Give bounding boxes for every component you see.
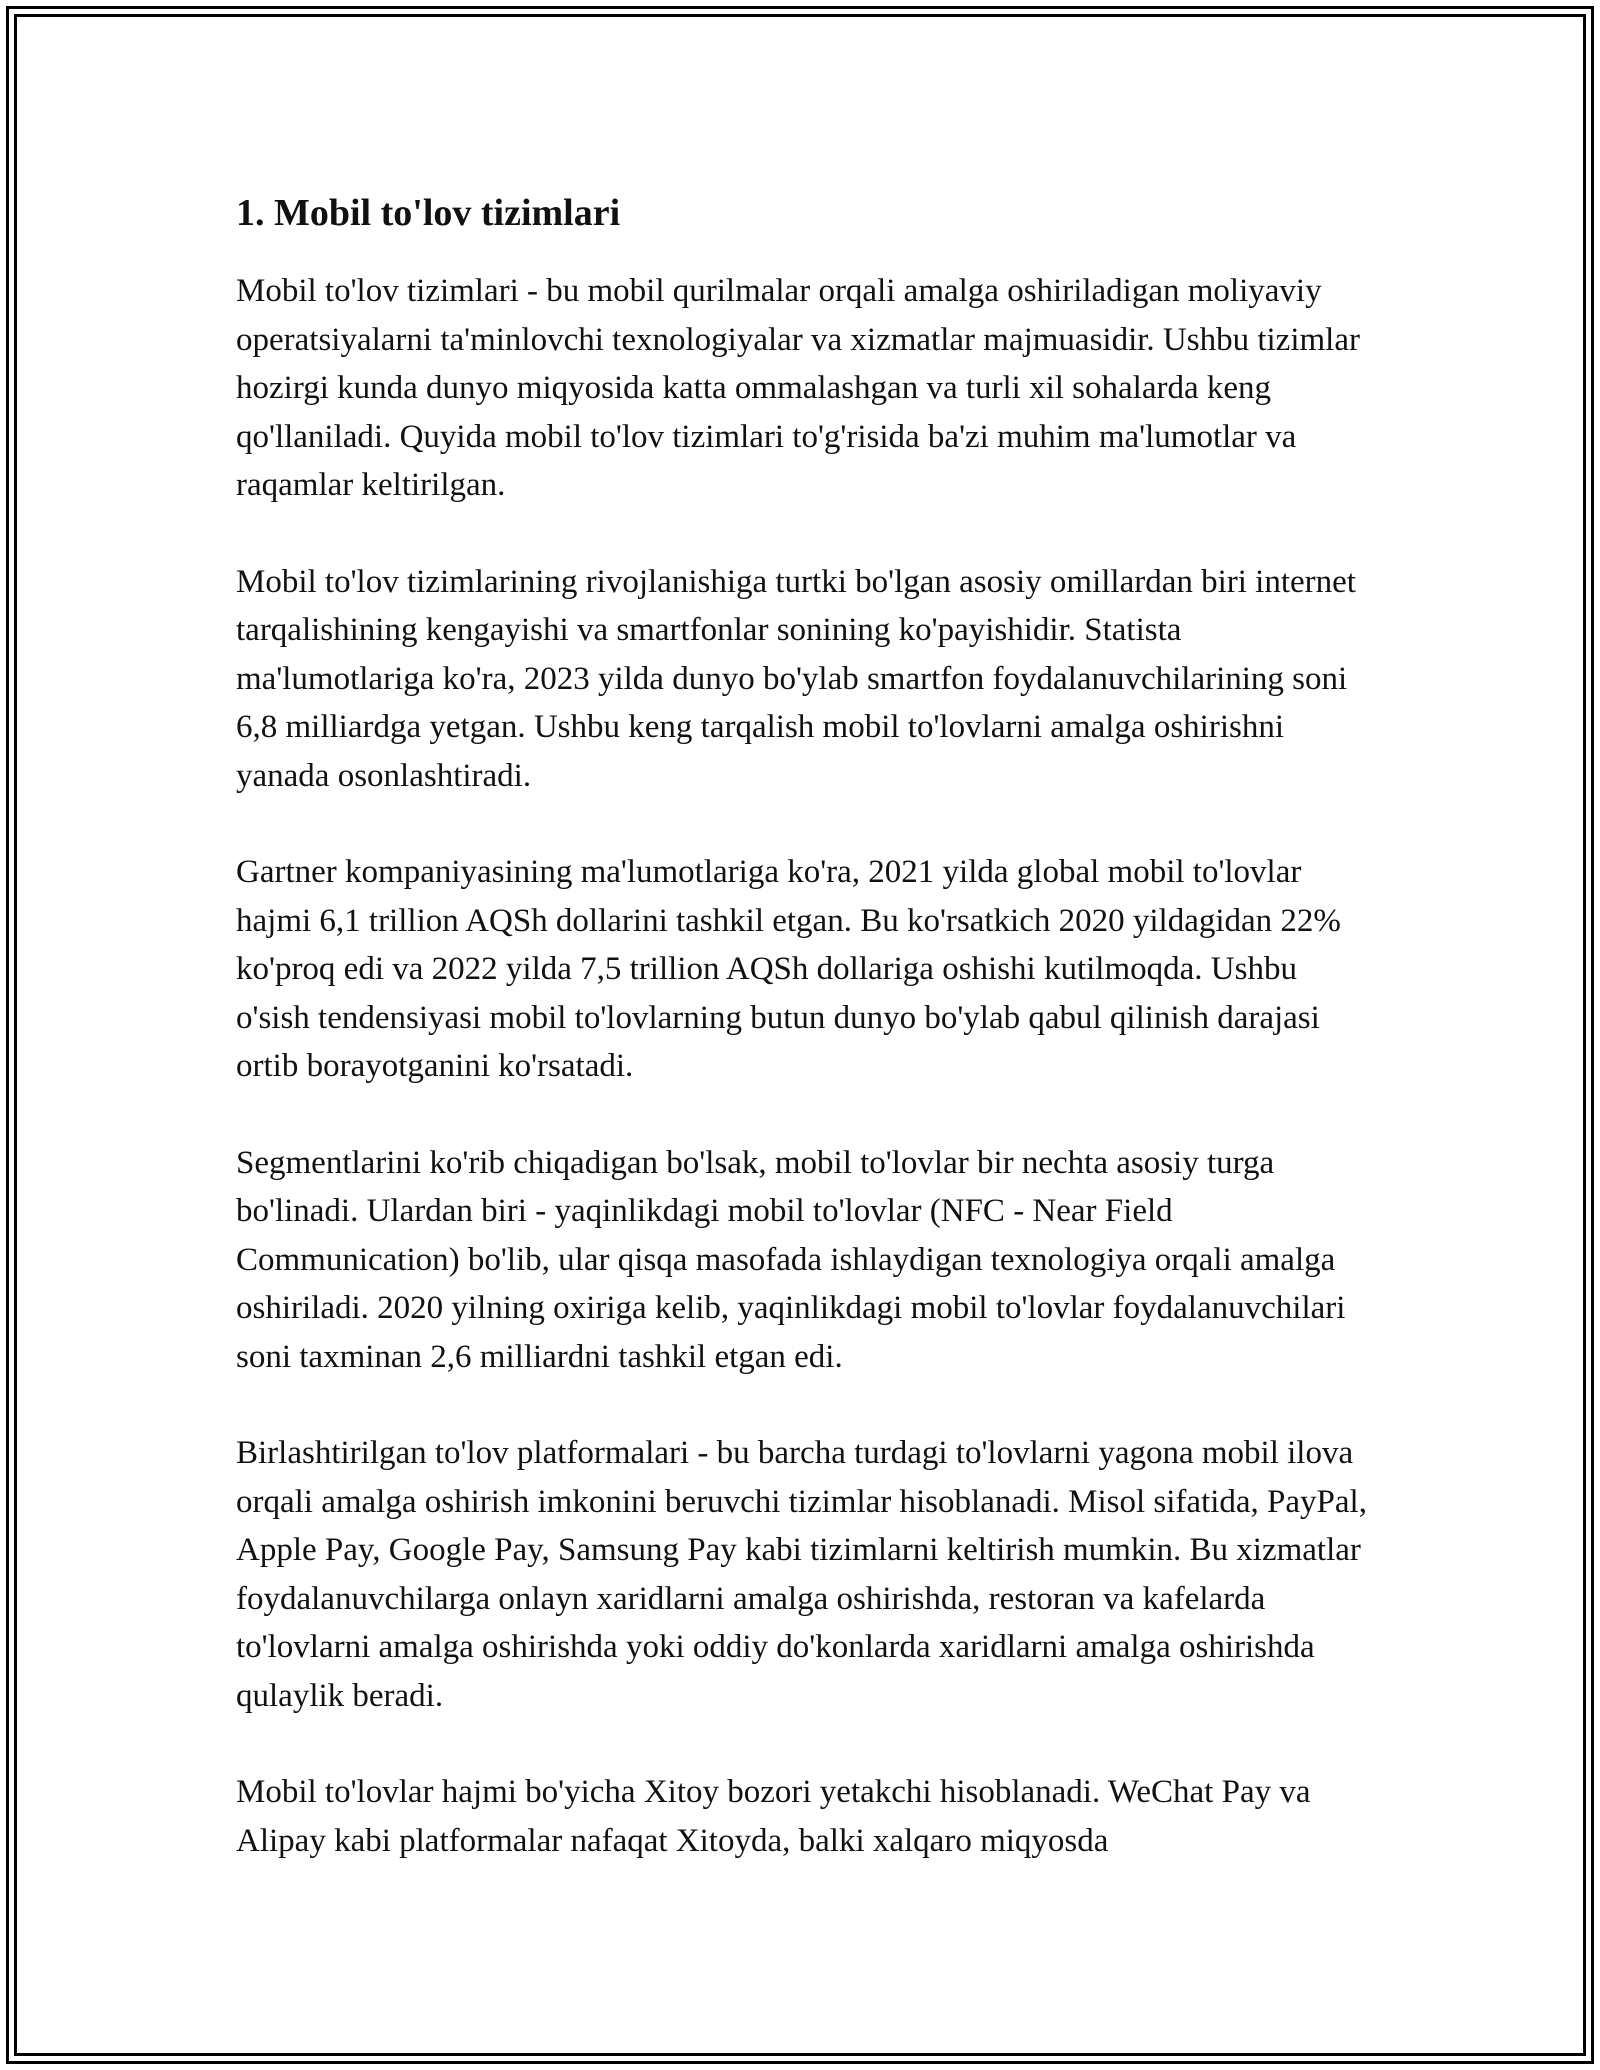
paragraph-growth-factors: Mobil to'lov tizimlarining rivojlanishiga turtki bo'lgan asosiy omillardan biri internet tarqalishining kengayishi va smartfonlar sonining ko'payishidir. Statista ma'lumotlariga ko'ra, 2023 yilda dunyo bo'ylab smartfon foydalanuvchilarining soni 6,8 milliardga yetgan. Ushbu keng tarqalish mobil to'lovlarni amalga oshirishni yanada osonlashtiradi. bbox=[236, 563, 1356, 794]
paragraph-china-market: Mobil to'lovlar hajmi bo'yicha Xitoy bozori yetakchi hisoblanadi. WeChat Pay va Alipay kabi platformalar nafaqat Xitoyda, balki xalqaro miqyosda bbox=[236, 1774, 1311, 1859]
document-body bbox=[236, 185, 1376, 1913]
section-title: 1. Mobil to'lov tizimlari bbox=[236, 192, 621, 234]
paragraph-integrated-platforms: Birlashtirilgan to'lov platformalari - bu barcha turdagi to'lovlarni yagona mobil ilova orqali amalga oshirish imkonini beruvchi tizimlar hisoblanadi. Misol sifatida, PayPal, Apple Pay, Google Pay, Samsung Pay kabi tizimlarni keltirish mumkin. Bu xizmatlar foydalanuvchilarga onlayn xaridlarni amalga oshirishda, restoran va kafelarda to'lovlarni amalga oshirishda yoki oddiy do'konlarda xaridlarni amalga oshirishda qulaylik beradi. bbox=[236, 1435, 1367, 1714]
paragraph-segments-nfc: Segmentlarini ko'rib chiqadigan bo'lsak, mobil to'lovlar bir nechta asosiy turga bo'linadi. Ulardan biri - yaqinlikdagi mobil to'lovlar (NFC - Near Field Communication) bo'lib, ular qisqa masofada ishlaydigan texnologiya orqali amalga oshiriladi. 2020 yilning oxiriga kelib, yaqinlikdagi mobil to'lovlar foydalanuvchilari soni taxminan 2,6 milliardni tashkil etgan edi. bbox=[236, 1144, 1346, 1375]
paragraph-definition: Mobil to'lov tizimlari - bu mobil qurilmalar orqali amalga oshiriladigan moliyaviy operatsiyalarni ta'minlovchi texnologiyalar va xizmatlar majmuasidir. Ushbu tizimlar hozirgi kunda dunyo miqyosida katta ommalashgan va turli xil sohalarda keng qo'llaniladi. Quyida mobil to'lov tizimlari to'g'risida ba'zi muhim ma'lumotlar va raqamlar keltirilgan. bbox=[236, 273, 1360, 503]
paragraph-market-volume: Gartner kompaniyasining ma'lumotlariga ko'ra, 2021 yilda global mobil to'lovlar hajmi 6,1 trillion AQSh dollarini tashkil etgan. Bu ko'rsatkich 2020 yildagidan 22% ko'proq edi va 2022 yilda 7,5 trillion AQSh dollariga oshishi kutilmoqda. Ushbu o'sish tendensiyasi mobil to'lovlarning butun dunyo bo'ylab qabul qilinish darajasi ortib borayotganini ko'rsatadi. bbox=[236, 854, 1341, 1084]
